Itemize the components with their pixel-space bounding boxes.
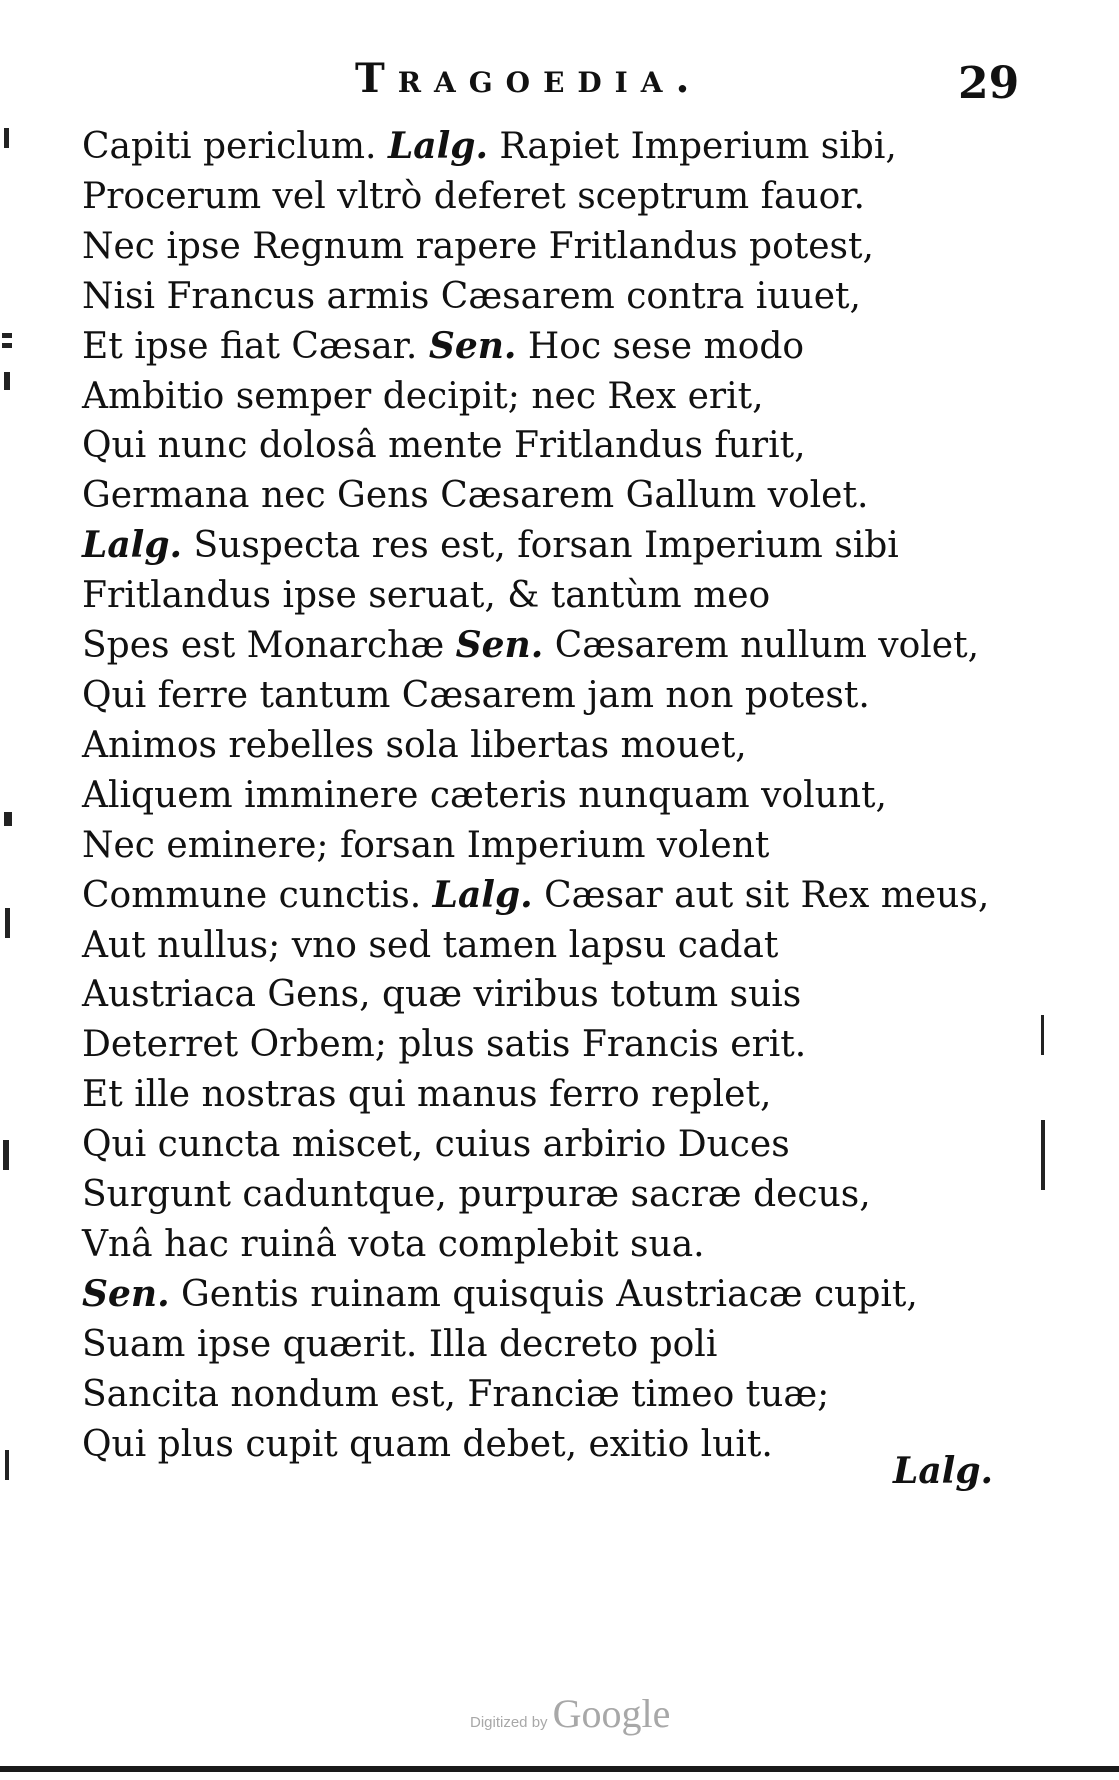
- verse-line: Aut nullus; vno sed tamen lapsu cadat: [82, 924, 779, 966]
- scan-bottom-edge: [0, 1766, 1119, 1772]
- google-logo: Google: [552, 1691, 671, 1736]
- verse-line: Animos rebelles sola libertas mouet,: [82, 724, 747, 766]
- running-head: Tragoedia.: [355, 55, 703, 102]
- verse-line: Vnâ hac ruinâ vota complebit sua.: [82, 1223, 705, 1265]
- verse-line: Qui plus cupit quam debet, exitio luit.: [82, 1423, 773, 1465]
- speaker-label: Lalg.: [432, 873, 533, 916]
- verse-line: Suam ipse quærit. Illa decreto poli: [82, 1323, 718, 1365]
- digitized-watermark: [470, 1690, 670, 1737]
- verse-line: Austriaca Gens, quæ viribus totum suis: [82, 974, 802, 1016]
- verse-line: Qui nunc dolosâ mente Fritlandus furit,: [82, 425, 806, 467]
- verse-text: [82, 122, 1022, 1469]
- scan-artifact: [4, 812, 12, 826]
- scan-artifact: [2, 343, 12, 348]
- scan-artifact: [5, 908, 10, 938]
- verse-line: Surgunt caduntque, purpuræ sacræ decus,: [82, 1174, 871, 1216]
- verse-line: Sancita nondum est, Franciæ timeo tuæ;: [82, 1373, 830, 1415]
- verse-line: Procerum vel vltrò deferet sceptrum fauor.: [82, 175, 865, 217]
- verse-line: Germana nec Gens Cæsarem Gallum volet.: [82, 475, 869, 517]
- verse-line: Ambitio semper decipit; nec Rex erit,: [82, 375, 764, 417]
- verse-line: Et ille nostras qui manus ferro replet,: [82, 1074, 772, 1116]
- speaker-label: Sen.: [428, 324, 517, 367]
- scan-artifact: [2, 333, 12, 338]
- verse-line: Capiti periclum. Lalg. Rapiet Imperium sibi,: [82, 125, 897, 167]
- speaker-label: Sen.: [455, 624, 544, 667]
- scan-artifact: [5, 1450, 9, 1480]
- watermark-prefix: Digitized by: [470, 1714, 548, 1731]
- scan-artifact: [4, 128, 9, 148]
- speaker-label: Sen.: [82, 1272, 170, 1315]
- verse-line: Nisi Francus armis Cæsarem contra iuuet,: [82, 275, 861, 317]
- verse-line: Qui ferre tantum Cæsarem jam non potest.: [82, 674, 870, 716]
- verse-line: Aliquem imminere cæteris nunquam volunt,: [82, 774, 887, 816]
- scan-artifact: [4, 372, 10, 390]
- verse-line: Spes est Monarchæ Sen. Cæsarem nullum volet,: [82, 624, 980, 667]
- verse-line: Deterret Orbem; plus satis Francis erit.: [82, 1024, 807, 1066]
- page-number: 29: [958, 58, 1020, 109]
- scan-artifact: [1041, 1120, 1045, 1190]
- verse-line: Lalg. Suspecta res est, forsan Imperium sibi: [82, 524, 899, 567]
- verse-line: Qui cuncta miscet, cuius arbirio Duces: [82, 1124, 790, 1166]
- speaker-label: Lalg.: [82, 524, 183, 567]
- verse-line: Commune cunctis. Lalg. Cæsar aut sit Rex meus,: [82, 873, 990, 916]
- scan-artifact: [1041, 1015, 1044, 1055]
- verse-line: Et ipse fiat Cæsar. Sen. Hoc sese modo: [82, 324, 805, 367]
- verse-line: Nec eminere; forsan Imperium volent: [82, 824, 770, 866]
- catchword: Lalg.: [893, 1450, 994, 1492]
- verse-line: Nec ipse Regnum rapere Fritlandus potest,: [82, 225, 874, 267]
- speaker-label: Lalg.: [387, 125, 488, 167]
- verse-line: Fritlandus ipse seruat, & tantùm meo: [82, 575, 771, 617]
- verse-line: Sen. Gentis ruinam quisquis Austriacæ cupit,: [82, 1272, 918, 1315]
- scan-artifact: [3, 1140, 9, 1170]
